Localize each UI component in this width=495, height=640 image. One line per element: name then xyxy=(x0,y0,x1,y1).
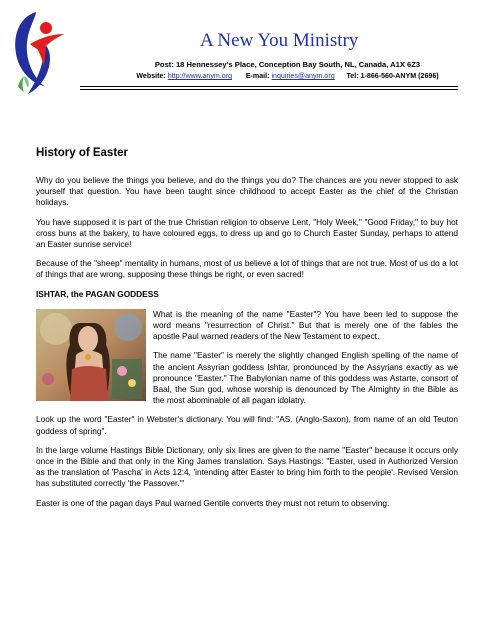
article-body xyxy=(36,146,458,517)
paragraph: Why do you believe the things you believe, and do the things you do? The chances are you never stopped to ask yourself that question. You have been taught since childhood to accept Easter as the chief of the Christian holidays. xyxy=(36,175,458,208)
email-link[interactable]: inquiries@anym.org xyxy=(271,72,335,80)
section-heading: ISHTAR, the PAGAN GODDESS xyxy=(36,288,159,299)
postal-address: Post: 18 Hennessey's Place, Conception Bay South, NL, Canada, A1X 6Z3 xyxy=(154,60,421,69)
ishtar-painting xyxy=(36,309,146,401)
paragraph: Because of the "sheep" mentality in humans, most of us believe a lot of things that are not true. Most of us do a lot of things that are wrong, supposing these things be right, or even sacred! xyxy=(36,258,458,280)
paragraph: The name "Easter" is merely the slightly changed English spelling of the name of the ancient Assyrian goddess Ishtar, pronounced by the Assyrians exactly as we pronounce "Easter." The Babylonian name of this goddess was Astarte, consort of Baal, the Sun god, whose worship is denounced by The Almighty in the Bible as the most abominable of all pagan idolatry. xyxy=(153,350,458,406)
email-label: E-mail: xyxy=(245,72,270,80)
tel-number: 1-866-560-ANYM (2696) xyxy=(360,72,439,80)
website-link[interactable]: http://www.anym.org xyxy=(167,72,233,80)
article-title: History of Easter xyxy=(36,147,129,159)
header-divider xyxy=(80,86,458,87)
paragraph: Look up the word "Easter" in Webster's dictionary. You will find: "AS. (Anglo-Saxon), from name of an old Teuton goddess of spring". xyxy=(36,414,458,436)
paragraph: Easter is one of the pagan days Paul warned Gentile converts they must not return to observing. xyxy=(36,497,390,508)
header-divider-secondary xyxy=(80,89,458,90)
paragraph: In the large volume Hastings Bible Dictionary, only six lines are given to the name "Easter" because it occurs only once in the Bible and that only in the King James translation. Says Hastings: "Easter, used in Authorized Version as the translation of 'Pascha' in Acts 12:4, 'intending after Easter to bring him forth to the people'. Revised Version has substituted correctly 'the Passover.'" xyxy=(36,444,458,489)
website-label: Website: xyxy=(136,72,166,80)
ministry-logo xyxy=(6,4,68,100)
ministry-name: A New You Ministry xyxy=(200,30,359,51)
contact-line xyxy=(100,72,475,80)
paragraph: You have supposed it is part of the true Christian religion to observe Lent, "Holy Week," "Good Friday," to buy hot cross buns at the bakery, to have coloured eggs, to dress up and go to Church Easter Sunday, perhaps to attend an Easter sunrise service! xyxy=(36,216,458,250)
tel-label: Tel: xyxy=(346,72,359,80)
paragraph: What is the meaning of the name "Easter"? You have been led to suppose the word means "resurrection of Christ." But that is merely one of the fables the apostle Paul warned readers of the New Testament to expect. xyxy=(153,308,458,342)
